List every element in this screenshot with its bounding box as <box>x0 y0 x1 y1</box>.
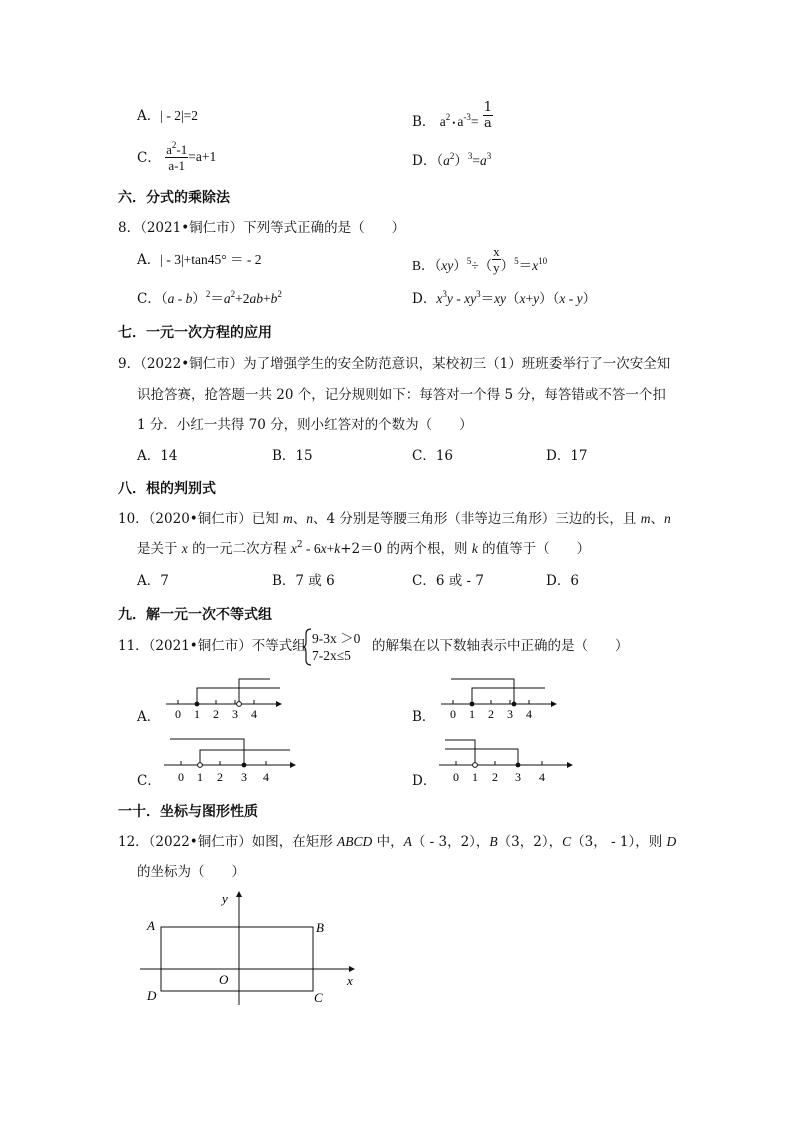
option-expression: | - 3|+tan45° ＝ - 2 <box>160 252 262 267</box>
tick-label: 2 <box>217 770 223 784</box>
solution-ray <box>451 679 514 704</box>
math-exp: 3 <box>476 289 481 299</box>
math-paren: ） <box>500 258 515 273</box>
math-var: xy <box>464 291 477 306</box>
tick-label: 1 <box>469 707 475 721</box>
text: （3，2）， <box>497 834 563 850</box>
math-op: - <box>174 291 186 306</box>
math-var: x <box>320 541 327 556</box>
tick-label: 1 <box>194 707 200 721</box>
math-var: ab <box>249 291 263 306</box>
option-letter: B． <box>412 258 435 273</box>
solution-ray <box>200 750 290 765</box>
arrow-icon <box>236 891 242 897</box>
math-op: +2 <box>235 291 250 306</box>
text: +2＝0 的两个根，则 <box>340 541 472 557</box>
number-line-d[interactable] <box>425 732 580 786</box>
number-line-b[interactable] <box>425 672 565 722</box>
math-op: ＝ <box>210 291 224 306</box>
math-exp: 2 <box>277 289 282 299</box>
option-letter: C． <box>137 291 161 307</box>
math-paren: ） <box>192 291 206 306</box>
option-letter: C． <box>137 150 161 166</box>
math-op: + <box>262 291 271 306</box>
option-a[interactable]: A．7 <box>137 573 169 589</box>
math-var: C <box>562 834 572 849</box>
math-var: a <box>439 114 446 129</box>
section-heading: 六．分式的乘除法 <box>118 190 230 206</box>
option-c[interactable]: C． <box>137 773 161 789</box>
question-line: 9．（2022•铜仁市）为了增强学生的安全防范意识，某校初三（1）班班委举行了一次安全知 <box>118 356 671 372</box>
text: 、4 分别是等腰三角形（非等边三角形）三边的长，且 <box>313 511 641 527</box>
tick-label: 2 <box>492 770 498 784</box>
option-a[interactable] <box>137 107 198 125</box>
math-var: m <box>640 511 651 526</box>
math-paren: （ <box>160 291 168 306</box>
tick-label: 4 <box>526 707 532 721</box>
rectangle-abcd <box>161 927 313 991</box>
math-paren: （ <box>506 291 520 306</box>
question-line: 识抢答赛，抢答题一共 20 个，记分规则如下：每答对一个得 5 分，每答错或不答一个扣 <box>137 387 666 403</box>
option-b[interactable] <box>412 244 547 275</box>
math-var: a <box>443 153 450 168</box>
tick-label: 0 <box>178 770 184 784</box>
option-expression: | - 2|=2 <box>160 108 199 123</box>
option-b[interactable]: B．7 或 6 <box>272 573 335 589</box>
inequality-2: 7-2x≤5 <box>312 648 351 663</box>
tick-label: 4 <box>539 770 545 784</box>
fraction-numerator: x <box>493 244 500 259</box>
math-var: xy <box>441 258 454 273</box>
math-exp: 3 <box>467 151 473 161</box>
math-op: - <box>452 291 465 306</box>
section-heading: 七．一元一次方程的应用 <box>118 325 272 341</box>
math-var: y <box>533 291 540 306</box>
math-paren: ） <box>582 291 597 306</box>
arrow-icon <box>567 762 573 768</box>
question-line: 的坐标为（ ） <box>137 864 245 880</box>
math-paren: （ <box>434 258 442 273</box>
option-a[interactable] <box>137 251 262 269</box>
option-c[interactable] <box>137 142 216 173</box>
math-op: • <box>452 118 456 128</box>
text: 是关于 <box>137 541 182 557</box>
number-line-c[interactable] <box>150 732 305 786</box>
tick-label: 2 <box>213 707 219 721</box>
math-var: A <box>403 834 412 849</box>
fraction <box>165 142 188 173</box>
option-letter: D． <box>412 153 437 169</box>
text: 、 <box>292 511 307 527</box>
math-var: k <box>471 541 478 556</box>
text: 、 <box>650 511 664 527</box>
text: 的值等于（ ） <box>477 541 591 557</box>
option-d[interactable] <box>412 152 491 170</box>
math-var: n <box>663 511 671 526</box>
math-exp: 3 <box>442 289 447 299</box>
solid-point <box>242 763 247 768</box>
option-letter: A． <box>137 108 161 124</box>
math-exp: -3 <box>463 112 471 122</box>
vertex-label-d: D <box>147 988 157 1003</box>
option-d[interactable]: D．6 <box>546 573 579 589</box>
section-heading: 八．根的判别式 <box>118 481 216 497</box>
brace-icon <box>302 628 312 666</box>
axis-label-x: x <box>347 973 353 988</box>
solution-ray <box>445 740 475 765</box>
text: 中， <box>372 834 404 850</box>
axis-label-y: y <box>222 891 228 906</box>
tick-label: 0 <box>175 707 181 721</box>
arrow-icon <box>290 762 296 768</box>
rectangle-figure <box>135 885 375 1010</box>
math-var: x <box>532 258 539 273</box>
tick-label: 4 <box>263 770 269 784</box>
tick-label: 4 <box>251 707 257 721</box>
math-exp: 2 <box>296 540 303 550</box>
text: （3， - 1），则 <box>571 834 667 850</box>
option-d[interactable]: D． <box>412 773 437 789</box>
fraction-numerator-rest: -1 <box>176 142 188 157</box>
math-exp: 10 <box>538 256 548 266</box>
tick-label: 0 <box>450 707 456 721</box>
math-op: = <box>470 114 479 129</box>
math-op: + <box>326 541 335 556</box>
option-a[interactable]: A．14 <box>137 448 178 464</box>
fraction-numerator: 1 <box>483 100 493 115</box>
inequality-1: 9-3x ＞0 <box>312 631 361 646</box>
tick-label: 3 <box>507 707 513 721</box>
solution-ray <box>472 688 545 704</box>
math-op: + <box>525 291 534 306</box>
option-c[interactable] <box>137 290 282 308</box>
origin-label: O <box>219 972 229 987</box>
fraction <box>492 244 501 275</box>
option-b[interactable]: B．15 <box>272 448 313 464</box>
math-exp: 2 <box>205 289 211 299</box>
fraction-denominator: y <box>493 260 500 275</box>
option-d[interactable] <box>412 290 596 308</box>
math-exp: 2 <box>449 151 455 161</box>
math-exp: 5 <box>514 256 519 266</box>
tick-label: 2 <box>488 707 494 721</box>
question-line <box>118 833 676 851</box>
question-line: 1 分．小红一共得 70 分，则小红答对的个数为（ ） <box>137 417 473 433</box>
math-op: - 6 <box>302 541 321 556</box>
text: 的一元二次方程 <box>187 541 291 557</box>
math-var: y <box>446 291 453 306</box>
math-var: a <box>479 153 487 168</box>
math-var: x <box>181 541 188 556</box>
open-point <box>237 702 242 707</box>
math-var: y <box>576 291 583 306</box>
tick-label: 1 <box>472 770 478 784</box>
solid-point <box>195 702 200 707</box>
open-point <box>473 763 478 768</box>
math-op: = <box>472 153 480 168</box>
arrow-icon <box>276 701 282 707</box>
option-c[interactable]: C．16 <box>412 448 454 464</box>
question-line <box>118 510 671 528</box>
math-exp: 2 <box>230 289 236 299</box>
option-d[interactable]: D．17 <box>546 448 588 464</box>
open-point <box>198 763 203 768</box>
number-line-a[interactable] <box>150 672 290 722</box>
option-c[interactable]: C．6 或 - 7 <box>412 573 484 589</box>
question-stem: 11．（2021•铜仁市）不等式组 <box>118 638 306 654</box>
option-letter: D． <box>412 291 437 307</box>
math-var: xy <box>494 291 507 306</box>
math-exp: 5 <box>466 256 472 266</box>
fraction <box>483 100 493 131</box>
tick-label: 3 <box>515 770 521 784</box>
text: （ - 3，2）， <box>411 834 490 850</box>
fraction-denominator: a <box>484 116 492 131</box>
vertex-label-b: B <box>316 920 324 935</box>
math-paren: ） <box>454 153 468 168</box>
math-paren: （ <box>436 153 444 168</box>
math-exp: 3 <box>486 151 492 161</box>
math-var: x <box>519 291 526 306</box>
math-var: a <box>223 291 231 306</box>
option-b[interactable]: B． <box>412 709 436 725</box>
option-letter: B． <box>412 114 436 130</box>
math-var: ABCD <box>337 834 373 849</box>
arrow-icon <box>349 966 355 972</box>
tick-label: 1 <box>197 770 203 784</box>
question-line <box>137 540 590 558</box>
math-var: a <box>457 114 464 129</box>
text: 10．（2020•铜仁市）已知 <box>118 511 284 527</box>
math-var: k <box>334 541 341 556</box>
option-b[interactable] <box>412 100 493 131</box>
section-heading: 一十．坐标与图形性质 <box>118 804 258 820</box>
solid-point <box>470 702 475 707</box>
math-var: x <box>559 291 566 306</box>
math-exp: 2 <box>171 140 177 150</box>
math-var: a <box>167 291 175 306</box>
tick-label: 0 <box>453 770 459 784</box>
solid-point <box>516 763 521 768</box>
text: 12．（2022•铜仁市）如图，在矩形 <box>118 834 338 850</box>
vertex-label-c: C <box>314 990 323 1005</box>
math-exp: 2 <box>445 112 451 122</box>
tick-label: 3 <box>232 707 238 721</box>
vertex-label-a: A <box>147 918 155 933</box>
fraction-denominator: a-1 <box>168 158 185 173</box>
math-var: x <box>436 291 443 306</box>
option-letter: A． <box>137 252 161 268</box>
math-var: D <box>666 834 677 849</box>
math-var: x <box>290 541 297 556</box>
math-paren: ）（ <box>539 291 560 306</box>
arrow-icon <box>551 701 557 707</box>
question-stem: 8．（2021•铜仁市）下列等式正确的是（ ） <box>118 220 406 236</box>
math-op: - <box>565 291 577 306</box>
math-var: n <box>306 511 314 526</box>
solid-point <box>512 702 517 707</box>
math-op: ＝ <box>518 258 533 273</box>
math-var: b <box>185 291 193 306</box>
option-expression: =a+1 <box>188 149 217 164</box>
math-var: m <box>283 511 293 526</box>
math-op: ÷（ <box>471 258 493 273</box>
math-op: ＝ <box>480 291 495 306</box>
section-heading: 九．解一元一次不等式组 <box>118 607 272 623</box>
option-a[interactable]: A． <box>137 709 161 725</box>
fraction-numerator: a <box>166 142 172 157</box>
math-paren: ） <box>453 258 467 273</box>
math-var: b <box>270 291 278 306</box>
math-var: B <box>489 834 498 849</box>
question-stem-rest: 的解集在以下数轴表示中正确的是（ ） <box>372 638 629 654</box>
tick-label: 3 <box>241 770 247 784</box>
